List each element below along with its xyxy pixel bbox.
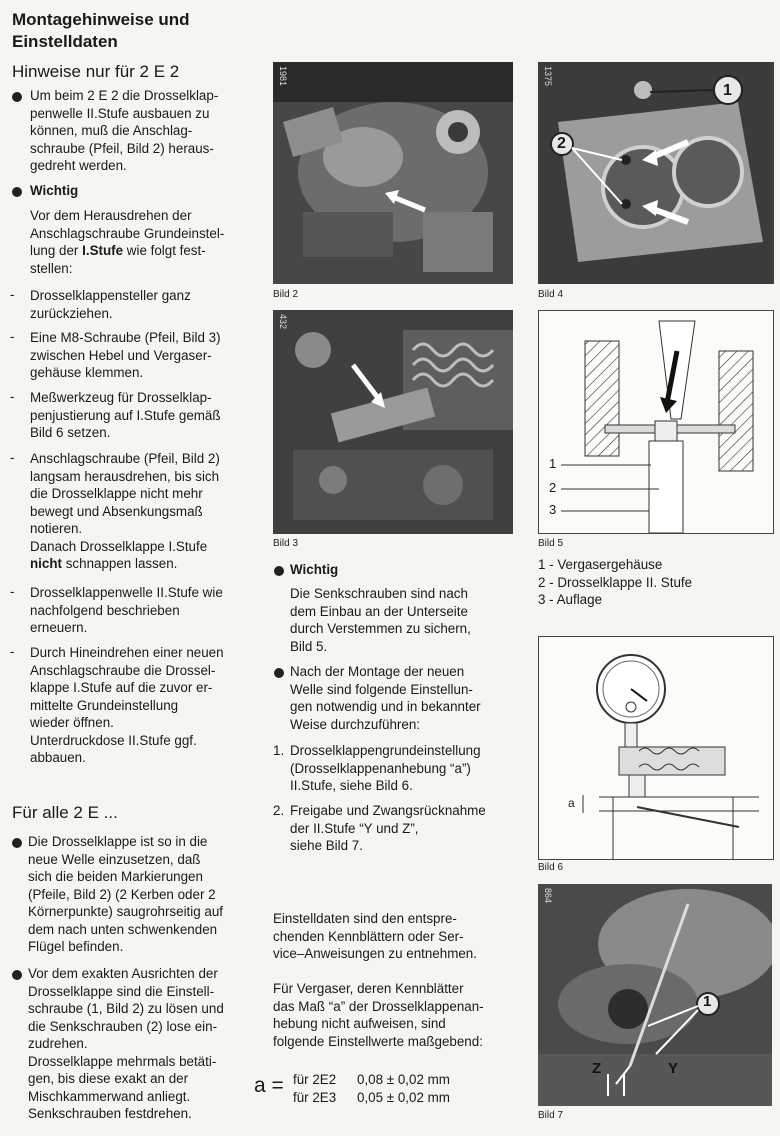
bullet-icon — [12, 187, 22, 197]
bullet-icon — [12, 838, 22, 848]
dash-marker: - — [10, 450, 15, 465]
step-3: Meßwerkzeug für Drosselklap- penjustierung auf I.Stufe gemäß Bild 6 setzen. — [30, 390, 221, 440]
figure-bild3-photo — [273, 310, 513, 534]
page-title-line2: Einstelldaten — [12, 32, 118, 51]
figure-number-tag: 864 — [543, 888, 553, 904]
figure-caption-bild6: Bild 6 — [538, 862, 564, 873]
bullet-icon — [12, 970, 22, 980]
figure-number-tag: 1375 — [543, 66, 553, 87]
paragraph-nach-montage: Nach der Montage der neuen Welle sind folgende Einstellun- gen notwendig und in bekannter Weise durchzuführen: — [290, 664, 481, 732]
numbered-item-2-marker: 2. — [273, 803, 285, 818]
figure-bild5-drawing — [538, 310, 774, 534]
paragraph-kennblaetter: Für Vergaser, deren Kennblätter das Maß “a” der Drosselklappenan- hebung nicht aufweisen, sind folgende Einstellwerte maßgebend: — [273, 981, 484, 1049]
callout-z: Z — [592, 1060, 602, 1077]
figure-caption-bild7: Bild 7 — [538, 1110, 564, 1121]
figure-bild6-drawing — [538, 636, 774, 860]
bullet-icon — [274, 566, 284, 576]
step-1: Drosselklappensteller ganz zurückziehen. — [30, 288, 191, 321]
dash-marker: - — [10, 584, 15, 599]
dash-marker: - — [10, 329, 15, 344]
figure-caption-bild2: Bild 2 — [273, 289, 299, 300]
callout-2: 2 — [557, 135, 566, 152]
paragraph-einstelldaten: Einstelldaten sind den entspre- chenden Kennblättern oder Ser- vice–Anweisungen zu entnehmen. — [273, 911, 477, 961]
callout-3: 3 — [549, 502, 557, 517]
figure-caption-bild4: Bild 4 — [538, 289, 564, 300]
bullet-icon — [12, 92, 22, 102]
formula-row-2e3-label: für 2E3 — [293, 1090, 337, 1105]
numbered-item-2: Freigabe und Zwangsrücknahme der II.Stufe “Y und Z”, siehe Bild 7. — [290, 803, 486, 853]
bullet-icon — [274, 668, 284, 678]
figure-number-tag: 432 — [278, 314, 288, 330]
figure-bild2-photo — [273, 62, 513, 284]
step-5: Drosselklappenwelle II.Stufe wie nachfolgend beschrieben erneuern. — [30, 585, 223, 635]
legend-bild5: 1 - Vergasergehäuse 2 - Drosselklappe II. Stufe 3 - Auflage — [538, 557, 693, 607]
step-4: Anschlagschraube (Pfeil, Bild 2) langsam herausdrehen, bis sich die Drosselklappe nicht mehr bewegt und Absenkungsmaß notieren. Danach Drosselklappe I.Stufe nicht schnappen lassen. — [30, 451, 220, 571]
paragraph-wichtig-1: Vor dem Herausdrehen der Anschlagschraube Grundeinstel- lung der I.Stufe wie folgt fest- stellen: — [30, 208, 225, 276]
dash-marker: - — [10, 644, 15, 659]
dash-marker: - — [10, 287, 15, 302]
step-2: Eine M8-Schraube (Pfeil, Bild 3) zwischen Hebel und Vergaser- gehäuse klemmen. — [30, 330, 221, 380]
formula-row-2e2-label: für 2E2 — [293, 1072, 337, 1087]
callout-y: Y — [668, 1060, 679, 1077]
formula-a-symbol: a = — [254, 1074, 284, 1097]
dash-marker: - — [10, 389, 15, 404]
step-6: Durch Hineindrehen einer neuen Anschlagschraube die Drossel- klappe I.Stufe auf die zuvor er- mittelte Grundeinstellung wieder öffnen. Unterdruckdose II.Stufe ggf. abbauen. — [30, 645, 224, 765]
paragraph-ausrichten: Vor dem exakten Ausrichten der Drosselklappe sind die Einstell- schraube (1, Bild 2) zu lösen und die Senkschrauben (2) lose ein- zudrehen. Drosselklappe mehrmals betäti- gen, bis diese exakt an der Mischkammerwand anliegt. Senkschrauben festdrehen. — [28, 966, 224, 1121]
wichtig-heading: Wichtig — [30, 183, 79, 198]
wichtig-heading-2: Wichtig — [290, 562, 339, 577]
page-title-line1: Montagehinweise und — [12, 10, 190, 29]
paragraph-senkschrauben: Die Senkschrauben sind nach dem Einbau an der Unterseite durch Verstemmen zu sichern, Bild 5. — [290, 586, 471, 654]
callout-2: 2 — [549, 480, 557, 495]
figure-number-tag: 1981 — [278, 66, 288, 87]
callout-1: 1 — [703, 993, 712, 1010]
numbered-item-1-marker: 1. — [273, 743, 285, 758]
callout-a: a — [568, 796, 575, 810]
figure-bild4-photo — [538, 62, 774, 284]
callout-1: 1 — [723, 82, 732, 99]
figure-caption-bild5: Bild 5 — [538, 538, 564, 549]
section-heading-2e2: Hinweise nur für 2 E 2 — [12, 62, 180, 81]
formula-row-2e2-value: 0,08 ± 0,02 mm — [357, 1072, 450, 1087]
numbered-item-1: Drosselklappengrundeinstellung (Drosselklappenanhebung “a”) II.Stufe, siehe Bild 6. — [290, 743, 481, 793]
figure-bild7-photo — [538, 884, 772, 1106]
paragraph-drosselklappe: Die Drosselklappe ist so in die neue Welle einzusetzen, daß sich die beiden Markierungen (Pfeile, Bild 2) (2 Kerben oder 2 Körnerpunkte) saugrohrseitig auf dem nach unten schwenkenden Flügel befinden. — [28, 834, 224, 954]
figure-caption-bild3: Bild 3 — [273, 538, 299, 549]
section-heading-all: Für alle 2 E ... — [12, 803, 118, 822]
paragraph-2e2-intro: Um beim 2 E 2 die Drosselklap- penwelle II.Stufe ausbauen zu können, muß die Anschlag- schraube (Pfeil, Bild 2) heraus- gedreht werden. — [30, 88, 219, 173]
formula-row-2e3-value: 0,05 ± 0,02 mm — [357, 1090, 450, 1105]
callout-1: 1 — [549, 456, 557, 471]
